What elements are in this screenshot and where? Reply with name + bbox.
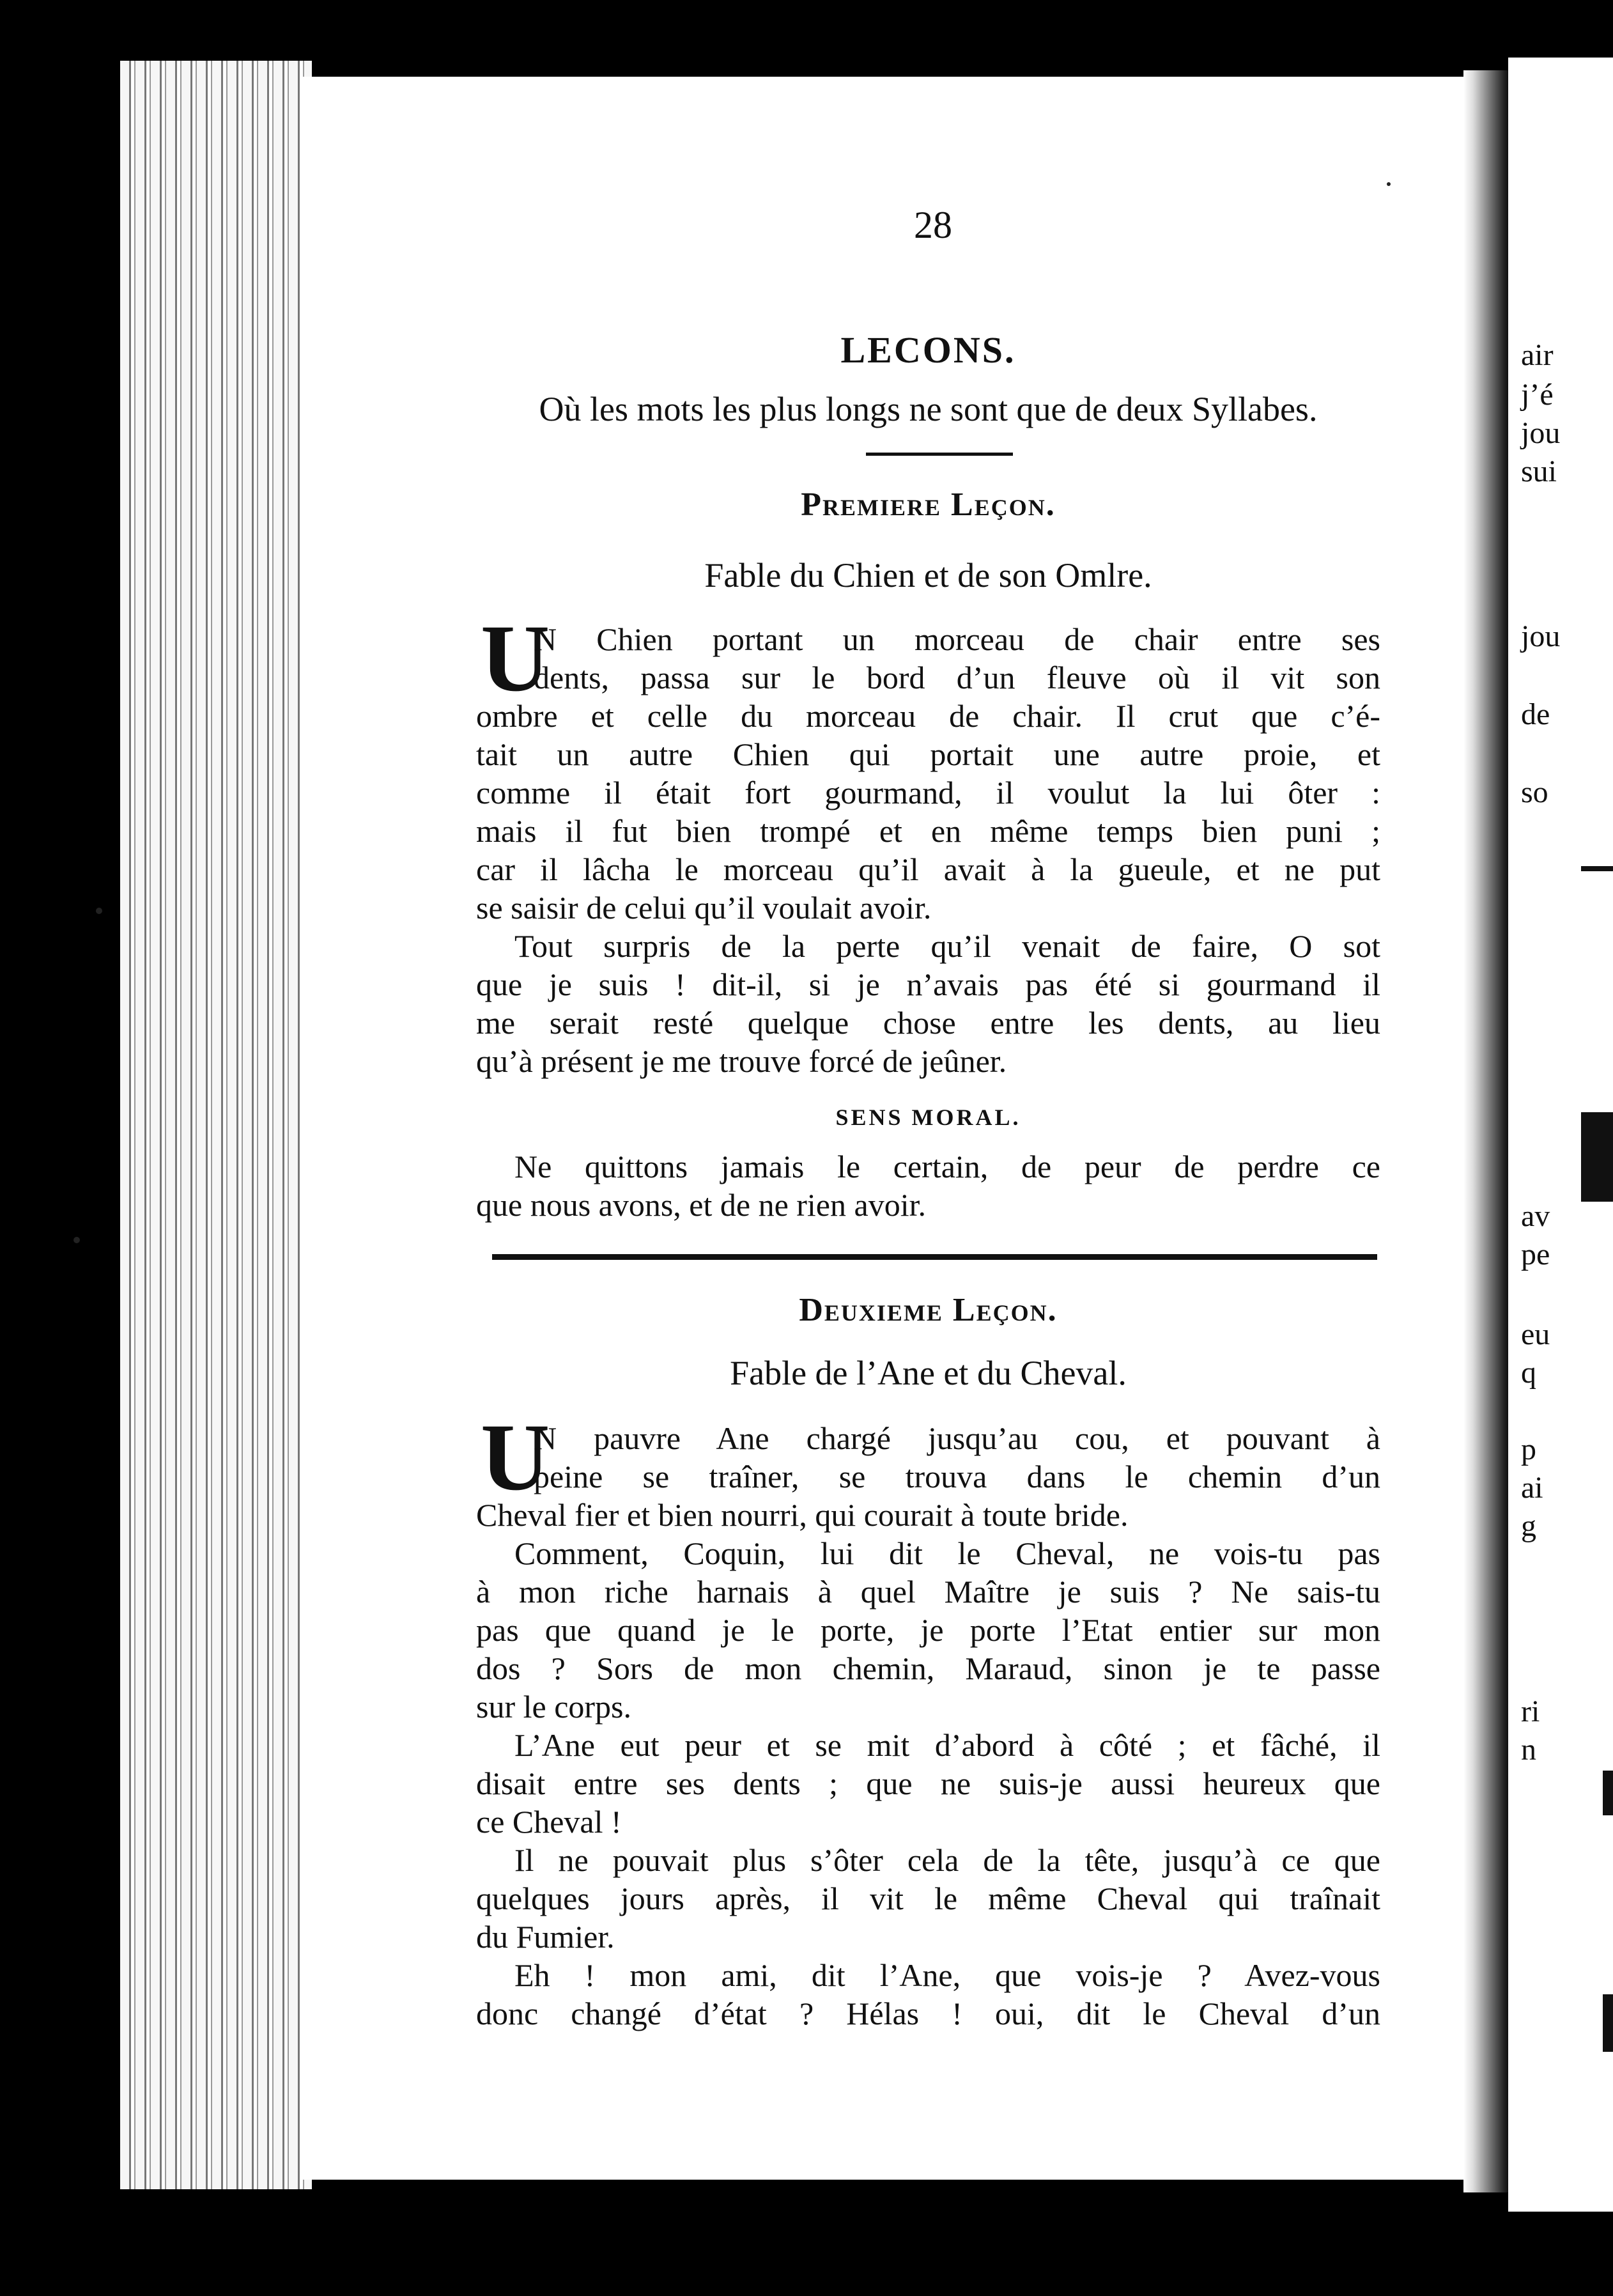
text-line: Comment, Coquin, lui dit le Cheval, ne vois-tu pas [514,1535,1380,1571]
facing-fragment: n [1521,1733,1536,1767]
section-divider [492,1254,1377,1260]
section-heading: LECONS. [840,329,1016,371]
lesson2-paragraph-3 [476,1726,1380,1841]
text-line: à mon riche harnais à quel Maître je suis ? Ne sais-tu [476,1574,1380,1610]
facing-fragment: p [1521,1432,1536,1466]
facing-fragment: j’é [1521,378,1554,412]
facing-rule [1581,866,1613,871]
text-line: N Chien portant un morceau de chair entre ses [534,621,1380,657]
scan-speck [1387,182,1391,186]
lesson1-paragraph-1 [476,620,1380,927]
text-line: Eh ! mon ami, dit l’Ane, que vois-je ? Avez-vous [514,1957,1380,1993]
lesson2-title: Deuxieme Leçon. [799,1292,1058,1328]
facing-fragment: g [1521,1509,1536,1543]
lesson1-fable-title: Fable du Chien et de son Omlre. [704,556,1152,594]
moral-heading: SENS MORAL. [835,1105,1021,1130]
lesson1-title: Premiere Leçon. [801,486,1056,523]
facing-mark [1603,1994,1613,2052]
text-line: donc changé d’état ? Hélas ! oui, dit le Cheval d’un [476,1996,1380,2031]
text-line: dos ? Sors de mon chemin, Maraud, sinon je te passe [476,1650,1380,1686]
page-number: 28 [914,204,952,246]
facing-fragment: jou [1521,416,1561,450]
lesson2-paragraph-2 [476,1534,1380,1726]
facing-fragment: sui [1521,454,1557,488]
text-line: quelques jours après, il vit le même Cheval qui traînait [476,1881,1380,1916]
text-line: dents, passa sur le bord d’un fleuve où il vit son [534,660,1380,695]
facing-fragment: air [1521,338,1554,372]
facing-dropcap [1581,1112,1613,1202]
text-line: tait un autre Chien qui portait une autre proie, et [476,736,1380,772]
section-subheading: Où les mots les plus longs ne sont que de deux Syllabes. [539,390,1318,428]
scan-speck [73,1237,80,1243]
lesson1-drop-cap: U [481,605,550,711]
text-line: pas que quand je le porte, je porte l’Etat entier sur mon [476,1612,1380,1648]
lesson2-drop-cap: U [481,1404,550,1510]
text-line: me serait resté quelque chose entre les dents, au lieu [476,1005,1380,1041]
text-line: Cheval fier et bien nourri, qui courait à toute bride. [476,1497,1129,1533]
text-line: que nous avons, et de ne rien avoir. [476,1187,926,1223]
facing-fragment: av [1521,1199,1550,1233]
text-line: Ne quittons jamais le certain, de peur de perdre ce [514,1149,1380,1184]
text-line: qu’à présent je me trouve forcé de jeûner. [476,1043,1007,1079]
book-gutter [1463,70,1511,2192]
facing-fragment: so [1521,775,1548,809]
facing-fragment: pe [1521,1237,1550,1271]
lesson2-fable-title: Fable de l’Ane et du Cheval. [730,1354,1127,1392]
text-line: Il ne pouvait plus s’ôter cela de la tête, jusqu’à ce que [514,1842,1380,1878]
short-rule [866,453,1013,456]
lesson2-paragraph-4 [476,1841,1380,1956]
text-line: comme il était fort gourmand, il voulut la lui ôter : [476,775,1380,811]
facing-mark [1603,1771,1613,1815]
page-edges [120,61,312,2189]
text-line: que je suis ! dit-il, si je n’avais pas été si gourmand il [476,966,1380,1002]
facing-fragment: q [1521,1356,1536,1390]
lesson2-paragraph-5 [476,1956,1380,2033]
facing-fragment: jou [1521,619,1561,653]
moral-text [476,1147,1380,1224]
text-line: se saisir de celui qu’il voulait avoir. [476,890,932,926]
facing-fragment: ai [1521,1471,1543,1505]
text-line: du Fumier. [476,1919,615,1955]
lesson2-paragraph-1 [476,1419,1380,1534]
text-line: L’Ane eut peur et se mit d’abord à côté ; et fâché, il [514,1727,1380,1763]
text-line: Tout surpris de la perte qu’il venait de faire, O sot [514,928,1380,964]
text-line: peine se traîner, se trouva dans le chemin d’un [534,1459,1380,1494]
lesson1-paragraph-2 [476,927,1380,1080]
text-line: car il lâcha le morceau qu’il avait à la gueule, et ne put [476,851,1380,887]
text-line: sur le corps. [476,1689,631,1725]
scan-speck [96,908,102,914]
text-line: N pauvre Ane chargé jusqu’au cou, et pouvant à [534,1420,1380,1456]
facing-fragment: eu [1521,1317,1550,1351]
facing-fragment: ri [1521,1695,1540,1728]
text-line: disait entre ses dents ; que ne suis-je aussi heureux que [476,1765,1380,1801]
text-line: ombre et celle du morceau de chair. Il crut que c’é- [476,698,1380,734]
facing-fragment: de [1521,697,1550,731]
text-line: ce Cheval ! [476,1804,622,1840]
text-line: mais il fut bien trompé et en même temps bien puni ; [476,813,1380,849]
